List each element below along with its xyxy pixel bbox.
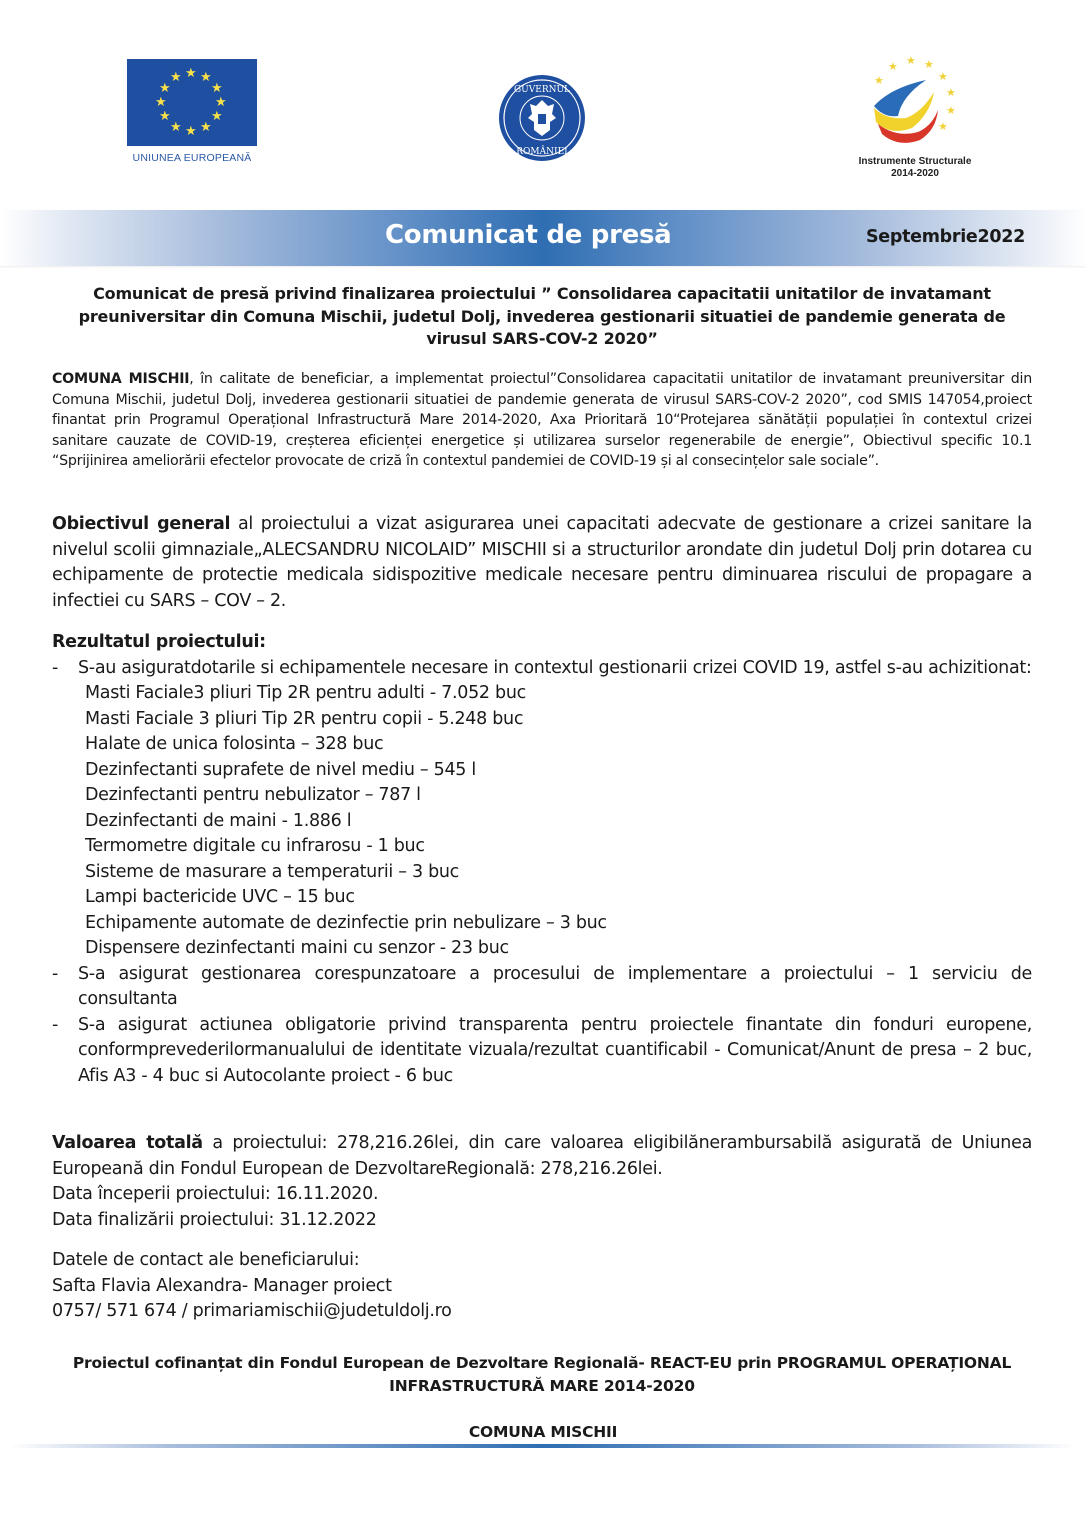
contact-section: [52, 1248, 1032, 1325]
list-item: Halate de unica folosinta – 328 buc: [85, 734, 384, 754]
structural-instruments-logo: [850, 52, 980, 182]
total-value: [52, 1131, 1032, 1182]
contact-person: Safta Flavia Alexandra- Manager proiect: [52, 1275, 392, 1296]
label-line-2: 2014-2020: [891, 168, 939, 179]
svg-text:GUVERNUL: GUVERNUL: [513, 85, 571, 95]
logo-header: [0, 0, 1086, 200]
objective-lead: Obiectivul general: [52, 514, 231, 534]
intro-paragraph: [52, 369, 1032, 472]
list-item: Dezinfectanti pentru nebulizator – 787 l: [85, 785, 421, 805]
result-bullet-3: [52, 1013, 1032, 1090]
list-item: Masti Faciale3 pliuri Tip 2R pentru adulti - 7.052 buc: [85, 683, 526, 703]
results-heading: Rezultatul proiectului:: [52, 632, 266, 652]
list-item: Sisteme de masurare a temperaturii – 3 buc: [85, 861, 459, 882]
eu-label: UNIUNEA EUROPEANĂ: [132, 152, 252, 164]
intro-text: , în calitate de beneficiar, a implementat proiectul”Consolidarea capacitatii unitatilor de invatamant preuniversitar din Comuna Mischii, judetul Dolj, invederea gestionarii situatiei de pandemie generata de virusul SARS-COV-2 2020”, cod SMIS 147054,proiect finantat prin Programul Operațional Infrastructură Mare 2014-2020, Axa Prioritară 10“Protejarea sănătății populației în contextul crizei sanitare cauzate de COVID-19, creșterea eficienței energetice și utilizarea surselor regenerabile de energie”, Obiectivul specific 10.1 “Sprijinirea ameliorării efectelor provocate de criză în contextul pandemiei de COVID-19 și al consecințelor sale sociale”.: [52, 371, 1032, 469]
list-item: Dezinfectanti suprafete de nivel mediu – 545 l: [85, 759, 476, 780]
result-bullet-1: [52, 656, 1032, 682]
svg-text:★: ★: [946, 86, 956, 99]
romanian-government-seal-icon: [498, 74, 586, 162]
list-item: Lampi bactericide UVC – 15 buc: [85, 887, 355, 907]
objective-paragraph: [52, 512, 1032, 614]
svg-text:★: ★: [946, 104, 956, 117]
svg-text:★: ★: [938, 120, 948, 133]
acquired-items-list: [52, 681, 1032, 962]
title-banner: [0, 210, 1086, 266]
bullet-text: S-au asiguratdotarile si echipamentele necesare in contextul gestionarii crizei COVID 19, astfel s-au achizitionat:: [78, 657, 1032, 678]
result-bullet-2: [52, 962, 1032, 1013]
svg-text:★: ★: [906, 54, 916, 67]
svg-text:★: ★: [938, 70, 948, 83]
svg-text:★: ★: [874, 74, 884, 87]
objective-text: al proiectului a vizat asigurarea unei capacitati adecvate de gestionare a crizei sanitare la nivelul scolii gimnaziale„ALECSANDRU NICOLAID” MISCHII si a structurilor arondate din judetul Dolj prin dotarea cu echipamente de protectie medicala sidispozitive medicale necesare pentru diminuarea riscului de propagare a infectiei cu SARS – COV – 2.: [52, 514, 1032, 611]
eu-flag-icon: ★ ★ ★ ★ ★ ★ ★ ★ ★ ★ ★ ★: [127, 59, 257, 146]
label-line-1: Instrumente Structurale: [858, 156, 972, 167]
structural-instruments-icon: [850, 52, 980, 156]
end-date: Data finalizării proiectului: 31.12.2022: [52, 1209, 377, 1230]
banner-title: Comunicat de presă: [385, 220, 672, 250]
value-text: a proiectului: 278,216.26lei, din care valoarea eligibilănerambursabilă asigurată de Uniunea Europeană din Fondul European de DezvoltareRegională: 278,216.26lei.: [52, 1133, 1032, 1179]
svg-text:ROMÂNIEI: ROMÂNIEI: [516, 147, 568, 157]
bullet-marker: -: [52, 657, 59, 678]
bullet-text: S-a asigurat gestionarea corespunzatoare a procesului de implementare a proiectului – 1 serviciu de consultanta: [78, 963, 1032, 1009]
list-item: Echipamente automate de dezinfectie prin nebulizare – 3 buc: [85, 912, 607, 933]
project-value-section: [52, 1131, 1032, 1233]
svg-text:★: ★: [924, 58, 934, 71]
value-lead: Valoarea totală: [52, 1133, 203, 1153]
list-item: Dispensere dezinfectanti maini cu senzor - 23 buc: [85, 938, 509, 958]
results-section: [52, 630, 1032, 1089]
cofinancing-note: Proiectul cofinanțat din Fondul European de Dezvoltare Regională- REACT-EU prin PROGRAMUL OPERAȚIONAL INFRASTRUCTURĂ MARE 2014-2020: [72, 1354, 1012, 1395]
list-item: Termometre digitale cu infrarosu - 1 buc: [85, 836, 425, 856]
footer-divider: [10, 1444, 1076, 1448]
list-item: Masti Faciale 3 pliuri Tip 2R pentru copii - 5.248 buc: [85, 708, 524, 729]
banner-date: Septembrie2022: [866, 227, 1025, 247]
press-release-headline: Comunicat de presă privind finalizarea proiectului ” Consolidarea capacitatii unitatilor de invatamant preuniversitar din Comuna Mischii, judetul Dolj, invederea gestionarii situatiei de pandemie generata de virusul SARS-COV-2 2020”: [78, 284, 1006, 348]
start-date: Data începerii proiectului: 16.11.2020.: [52, 1184, 379, 1204]
footer-beneficiary-name: COMUNA MISCHII: [468, 1423, 618, 1441]
bullet-marker: -: [52, 1014, 59, 1035]
contact-phone-email: 0757/ 571 674 / primariamischii@judetuldolj.ro: [52, 1301, 452, 1321]
bullet-marker: -: [52, 963, 59, 984]
list-item: Dezinfectanti de maini - 1.886 l: [85, 810, 352, 831]
eu-logo: [127, 59, 257, 169]
structural-instruments-label: [840, 156, 990, 180]
svg-text:★: ★: [888, 60, 898, 73]
contact-heading: Datele de contact ale beneficiarului:: [52, 1250, 360, 1270]
intro-lead: COMUNA MISCHII: [52, 371, 190, 387]
bullet-text: S-a asigurat actiunea obligatorie privind transparenta pentru proiectele finantate din fonduri europene, conformprevederilormanualului de identitate vizuala/rezultat cuantificabil - Comunicat/Anunt de presa – 2 buc, Afis A3 - 4 buc si Autocolante proiect - 6 buc: [78, 1014, 1032, 1086]
